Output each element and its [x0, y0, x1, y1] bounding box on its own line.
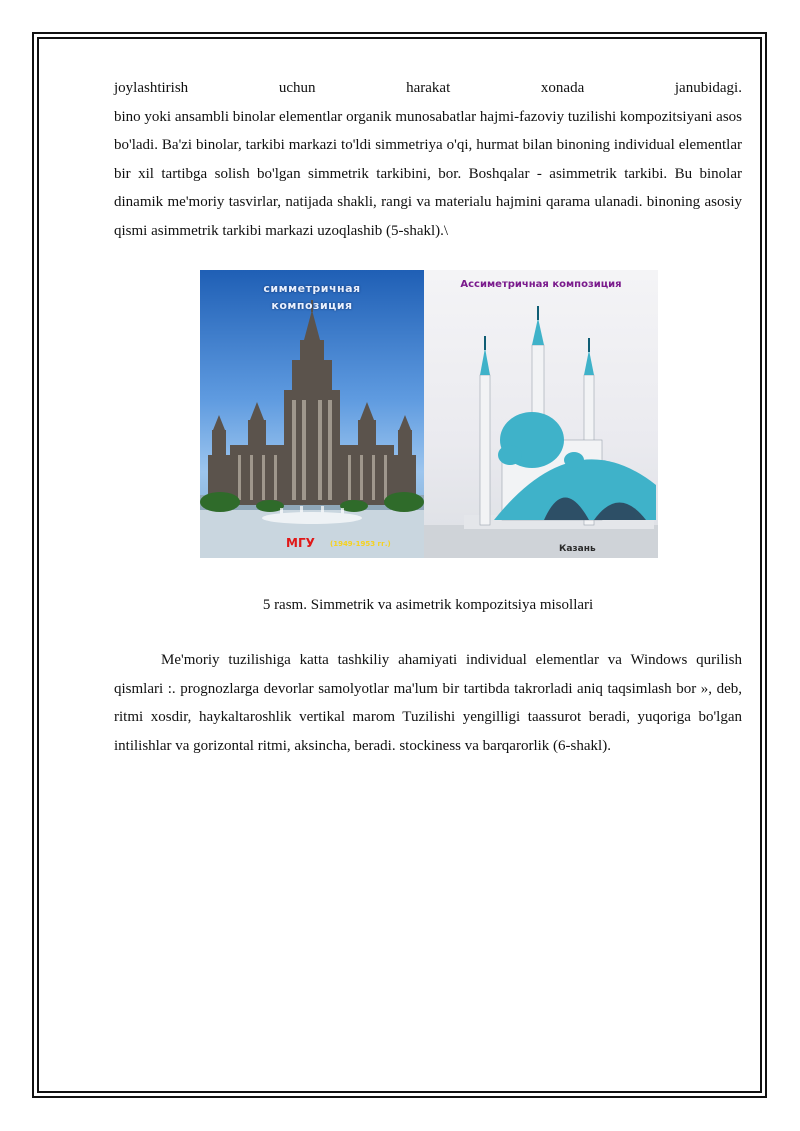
paragraph-1-first-line	[114, 74, 742, 103]
figure-5	[200, 270, 658, 558]
paragraph-1-body: bino yoki ansambli binolar elementlar organik munosabatlar hajmi-fazoviy tuzilishi kompozitsiyani asos bo'ladi. Ba'zi binolar, tarkibi markazi to'ldi simmetriya o'qi, hurmat bilan binoning individual elementlar bir xil tartibga solish bo'lgan simmetrik tarkibini, bor. Boshqalar - asimmetrik tarkibi. Bu binolar dinamik me'moriy tasvirlar, natijada shakli, rangi va materialu hajmini qarama ulanadi. binoning asosiy qismi asimmetrik tarkibi markazi uzoqlashib (5-shakl).\	[114, 108, 742, 239]
word: harakat	[406, 80, 451, 96]
mosque-illustration	[424, 270, 658, 558]
word: uchun	[278, 80, 316, 96]
msu-label: МГУ	[286, 536, 315, 550]
word: joylashtirish	[114, 80, 189, 96]
word: janubidagi.	[674, 80, 742, 96]
kazan-label: Казань	[559, 544, 596, 554]
msu-dates-label: (1949-1953 гг.)	[330, 540, 391, 548]
asymmetric-composition-title: Ассиметричная композиция	[460, 279, 622, 290]
paragraph-2-body: Me'moriy tuzilishiga katta tashkiliy ahamiyati individual elementlar va Windows qurilish qismlari :. prognozlarga devorlar samolyotlar ma'lum bir tartibda takrorladi aniq taqsimlash bor », deb, ritmi xosdir, haykaltaroshlik vertikal marom Tuzilishi yengilligi taassurot beradi, yuqoriga bo'lgan intilishlar va gorizontal ritmi, aksincha, beradi. stockiness va barqarorlik (6-shakl).	[114, 652, 742, 754]
symmetric-composition-title: симметричная композиция	[263, 282, 361, 312]
symmetric-composition-image	[200, 270, 424, 558]
paragraph-2	[114, 646, 742, 760]
paragraph-1	[114, 74, 742, 245]
word: xonada	[540, 80, 585, 96]
asymmetric-composition-image	[424, 270, 658, 558]
figure-caption: 5 rasm. Simmetrik va asimetrik kompozitsiya misollari	[262, 597, 594, 613]
